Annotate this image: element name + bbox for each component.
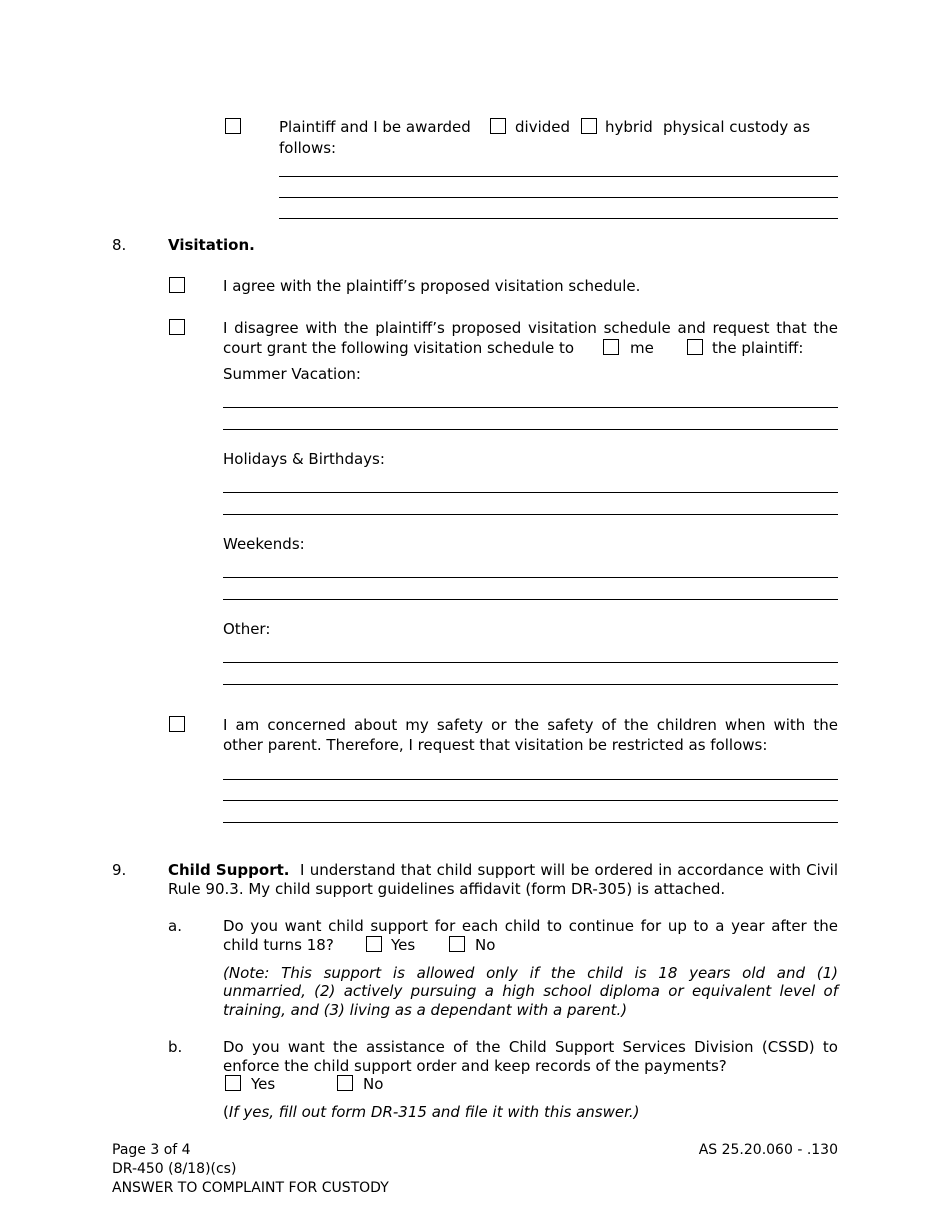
agree-visitation-checkbox[interactable] [169,277,185,293]
question-a-text-2: child turns 18? [223,936,334,954]
other-write-line-2[interactable] [223,684,838,685]
question-b-yes-checkbox[interactable] [225,1075,241,1091]
visitation-to-me-checkbox[interactable] [603,339,619,355]
safety-concern-checkbox[interactable] [169,716,185,732]
note-text: (Note: This support is allowed only if the child is 18 years old and (1) [223,964,838,982]
question-b-no-label: No [363,1075,384,1093]
question-a-yes-label: Yes [391,936,416,954]
question-b-yes-label: Yes [251,1075,276,1093]
custody-hybrid-divided-checkbox[interactable] [225,118,241,134]
custody-write-line-3[interactable] [279,218,838,219]
other-label: Other: [223,620,271,638]
visitation-to-me-label: me [630,339,654,357]
custody-option-text: Plaintiff and I be awarded [279,118,471,136]
custody-write-line-2[interactable] [279,197,838,198]
summer-vacation-label: Summer Vacation: [223,365,361,383]
restriction-write-line-1[interactable] [223,779,838,780]
visitation-to-plaintiff-checkbox[interactable] [687,339,703,355]
weekends-write-line-2[interactable] [223,599,838,600]
note-text-2: unmarried, (2) actively pursuing a high school diploma or equivalent level of [223,982,838,1000]
hybrid-checkbox[interactable] [581,118,597,134]
question-a-yes-checkbox[interactable] [366,936,382,952]
holidays-write-line-1[interactable] [223,492,838,493]
disagree-visitation-checkbox[interactable] [169,319,185,335]
child-support-number: 9. [112,861,127,879]
hybrid-label: hybrid [605,118,653,136]
question-b-text-2: enforce the child support order and keep records of the payments? [223,1057,727,1075]
holidays-label: Holidays & Birthdays: [223,450,385,468]
safety-concern-text-2: other parent. Therefore, I request that visitation be restricted as follows: [223,736,768,754]
visitation-number: 8. [112,236,127,254]
footer-form-title: ANSWER TO COMPLAINT FOR CUSTODY [112,1180,389,1196]
restriction-write-line-3[interactable] [223,822,838,823]
custody-option-after: physical custody as [663,118,811,136]
question-a-no-label: No [475,936,496,954]
weekends-label: Weekends: [223,535,305,553]
form-instruction-text: If yes, fill out form DR-315 and file it with this answer.) [228,1103,640,1121]
question-b-no-checkbox[interactable] [337,1075,353,1091]
question-a-no-checkbox[interactable] [449,936,465,952]
visitation-heading: Visitation. [168,236,255,254]
custody-write-line-1[interactable] [279,176,838,177]
question-b-label: b. [168,1038,183,1056]
footer-form-number: DR-450 (8/18)(cs) [112,1161,237,1177]
child-support-heading: Child Support. [168,861,290,879]
question-a-text: Do you want child support for each child to continue for up to a year after the [223,917,838,935]
agree-visitation-text: I agree with the plaintiff’s proposed visitation schedule. [223,277,641,295]
restriction-write-line-2[interactable] [223,800,838,801]
summer-write-line-1[interactable] [223,407,838,408]
summer-write-line-2[interactable] [223,429,838,430]
child-support-intro: I understand that child support will be ordered in accordance with Civil [300,861,838,879]
holidays-write-line-2[interactable] [223,514,838,515]
disagree-visitation-text: I disagree with the plaintiff’s proposed visitation schedule and request that the [223,319,838,337]
safety-concern-text: I am concerned about my safety or the safety of the children when with the [223,716,838,734]
other-write-line-1[interactable] [223,662,838,663]
child-support-intro-2: Rule 90.3. My child support guidelines affidavit (form DR-305) is attached. [168,880,726,898]
visitation-to-plaintiff-label: the plaintiff: [712,339,804,357]
divided-checkbox[interactable] [490,118,506,134]
divided-label: divided [515,118,571,136]
question-a-label: a. [168,917,182,935]
note-text-3: training, and (3) living as a dependant with a parent.) [223,1001,628,1019]
footer-statute: AS 25.20.060 - .130 [698,1142,838,1158]
weekends-write-line-1[interactable] [223,577,838,578]
disagree-visitation-text-2: court grant the following visitation schedule to [223,339,575,357]
question-b-text: Do you want the assistance of the Child Support Services Division (CSSD) to [223,1038,838,1056]
footer-page-number: Page 3 of 4 [112,1142,191,1158]
form-instruction [223,1103,640,1122]
form-instruction-paren: ( [223,1103,229,1121]
custody-option-follows: follows: [279,139,337,157]
